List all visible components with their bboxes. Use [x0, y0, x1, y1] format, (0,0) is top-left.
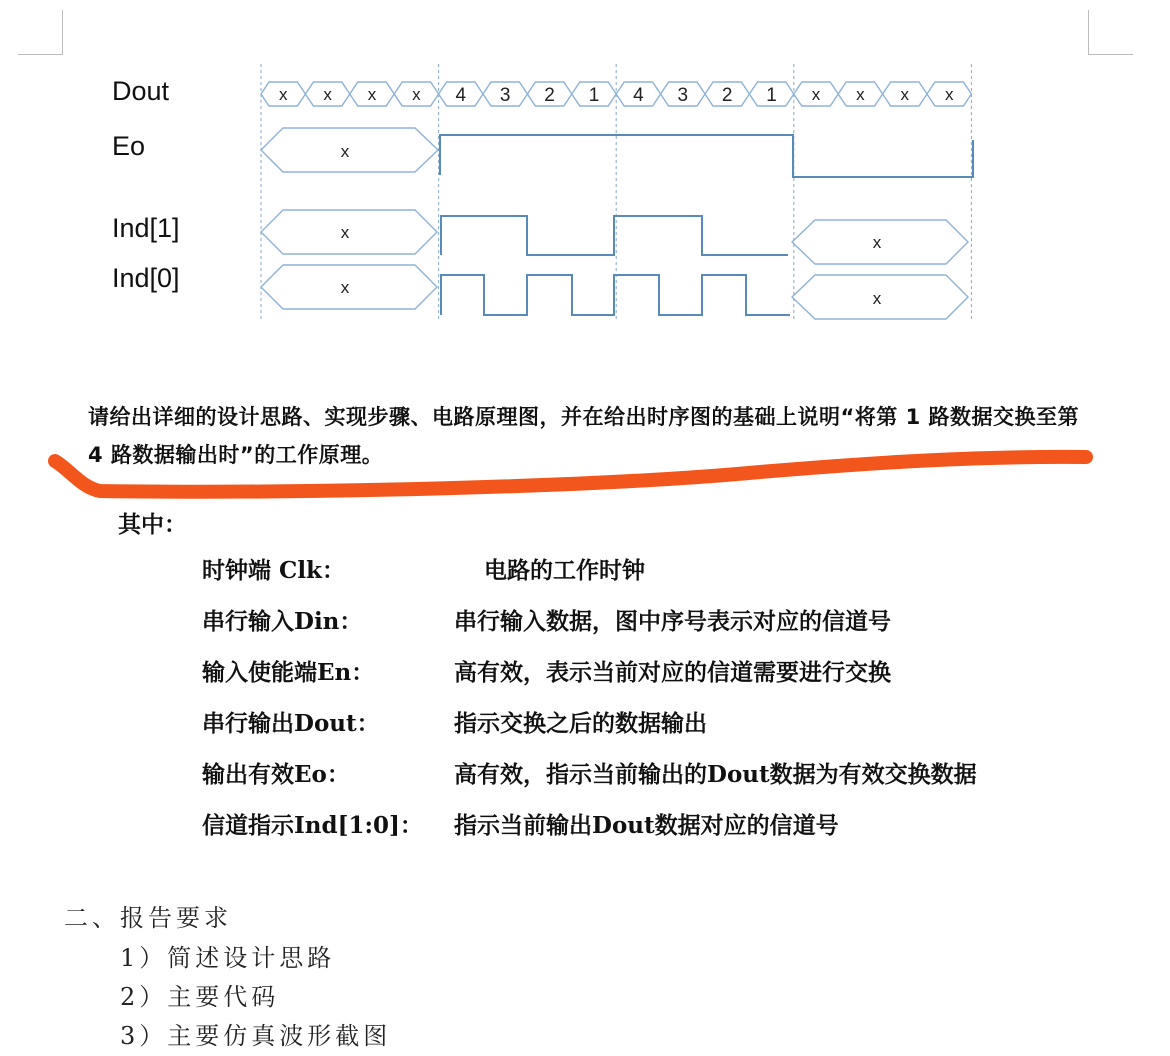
definition-term: 串行输入Din： — [202, 608, 363, 635]
definition-meaning: 电路的工作时钟 — [484, 557, 645, 584]
definition-meaning: 高有效，表示当前对应的信道需要进行交换 — [454, 659, 891, 686]
dout-bus-value: x — [900, 85, 910, 104]
dout-bus-value: x — [856, 85, 865, 104]
definition-meaning: 指示当前输出Dout数据对应的信道号 — [454, 812, 839, 839]
definition-meaning: 指示交换之后的数据输出 — [454, 710, 707, 737]
dout-bus-value: x — [412, 85, 421, 104]
dout-bus-value: x — [944, 85, 954, 104]
definition-term: 时钟端 Clk： — [202, 557, 345, 584]
definition-term: 串行输出Dout： — [202, 710, 380, 737]
dout-bus-value: 2 — [721, 85, 733, 106]
dout-bus-value: 4 — [455, 85, 467, 106]
dout-bus-value: 3 — [677, 85, 689, 106]
definition-meaning: 串行输入数据，图中序号表示对应的信道号 — [454, 608, 891, 635]
signal-label-dout: Dout — [112, 76, 170, 106]
where-label: 其中： — [118, 511, 187, 538]
dout-bus-value: 1 — [766, 85, 777, 106]
orange-handwritten-underline — [0, 0, 1170, 520]
definition-meaning: 高有效，指示当前输出的Dout数据为有效交换数据 — [454, 761, 977, 788]
signal-label-eo: Eo — [112, 131, 146, 161]
ind0-unknown-label-b: x — [872, 289, 882, 308]
dout-bus-value: 2 — [544, 85, 555, 106]
report-item-1: 1）简述设计思路 — [120, 944, 336, 972]
dout-bus-value: 3 — [499, 85, 511, 106]
signal-label-ind0: Ind[0] — [112, 263, 180, 293]
ind0-unknown-label-a: x — [340, 278, 350, 297]
dout-bus-value: x — [811, 85, 821, 104]
dout-bus-value: 4 — [633, 85, 644, 106]
eo-unknown-label: x — [340, 142, 350, 161]
report-item-3: 3）主要仿真波形截图 — [120, 1022, 392, 1050]
report-item-2: 2）主要代码 — [120, 983, 280, 1011]
dout-bus-value: x — [323, 85, 332, 104]
underline-stroke — [55, 457, 1086, 492]
question-text: 请给出详细的设计思路、实现步骤、电路原理图，并在给出时序图的基础上说明“将第 1 路数据交换至第 4 路数据输出时”的工作原理。 — [88, 405, 1080, 467]
definition-term: 信道指示Ind[1:0]： — [202, 812, 423, 839]
signal-label-ind1: Ind[1] — [112, 213, 180, 243]
dout-bus-value: x — [367, 85, 377, 104]
ind1-unknown-label-b: x — [872, 233, 882, 252]
definition-term: 输出有效Eo： — [202, 761, 350, 788]
dout-bus-value: x — [278, 85, 288, 104]
ind1-unknown-label-a: x — [340, 223, 350, 242]
report-requirements-heading: 二、报告要求 — [64, 904, 232, 932]
dout-bus-value: 1 — [588, 85, 600, 106]
definition-term: 输入使能端En： — [202, 659, 375, 686]
